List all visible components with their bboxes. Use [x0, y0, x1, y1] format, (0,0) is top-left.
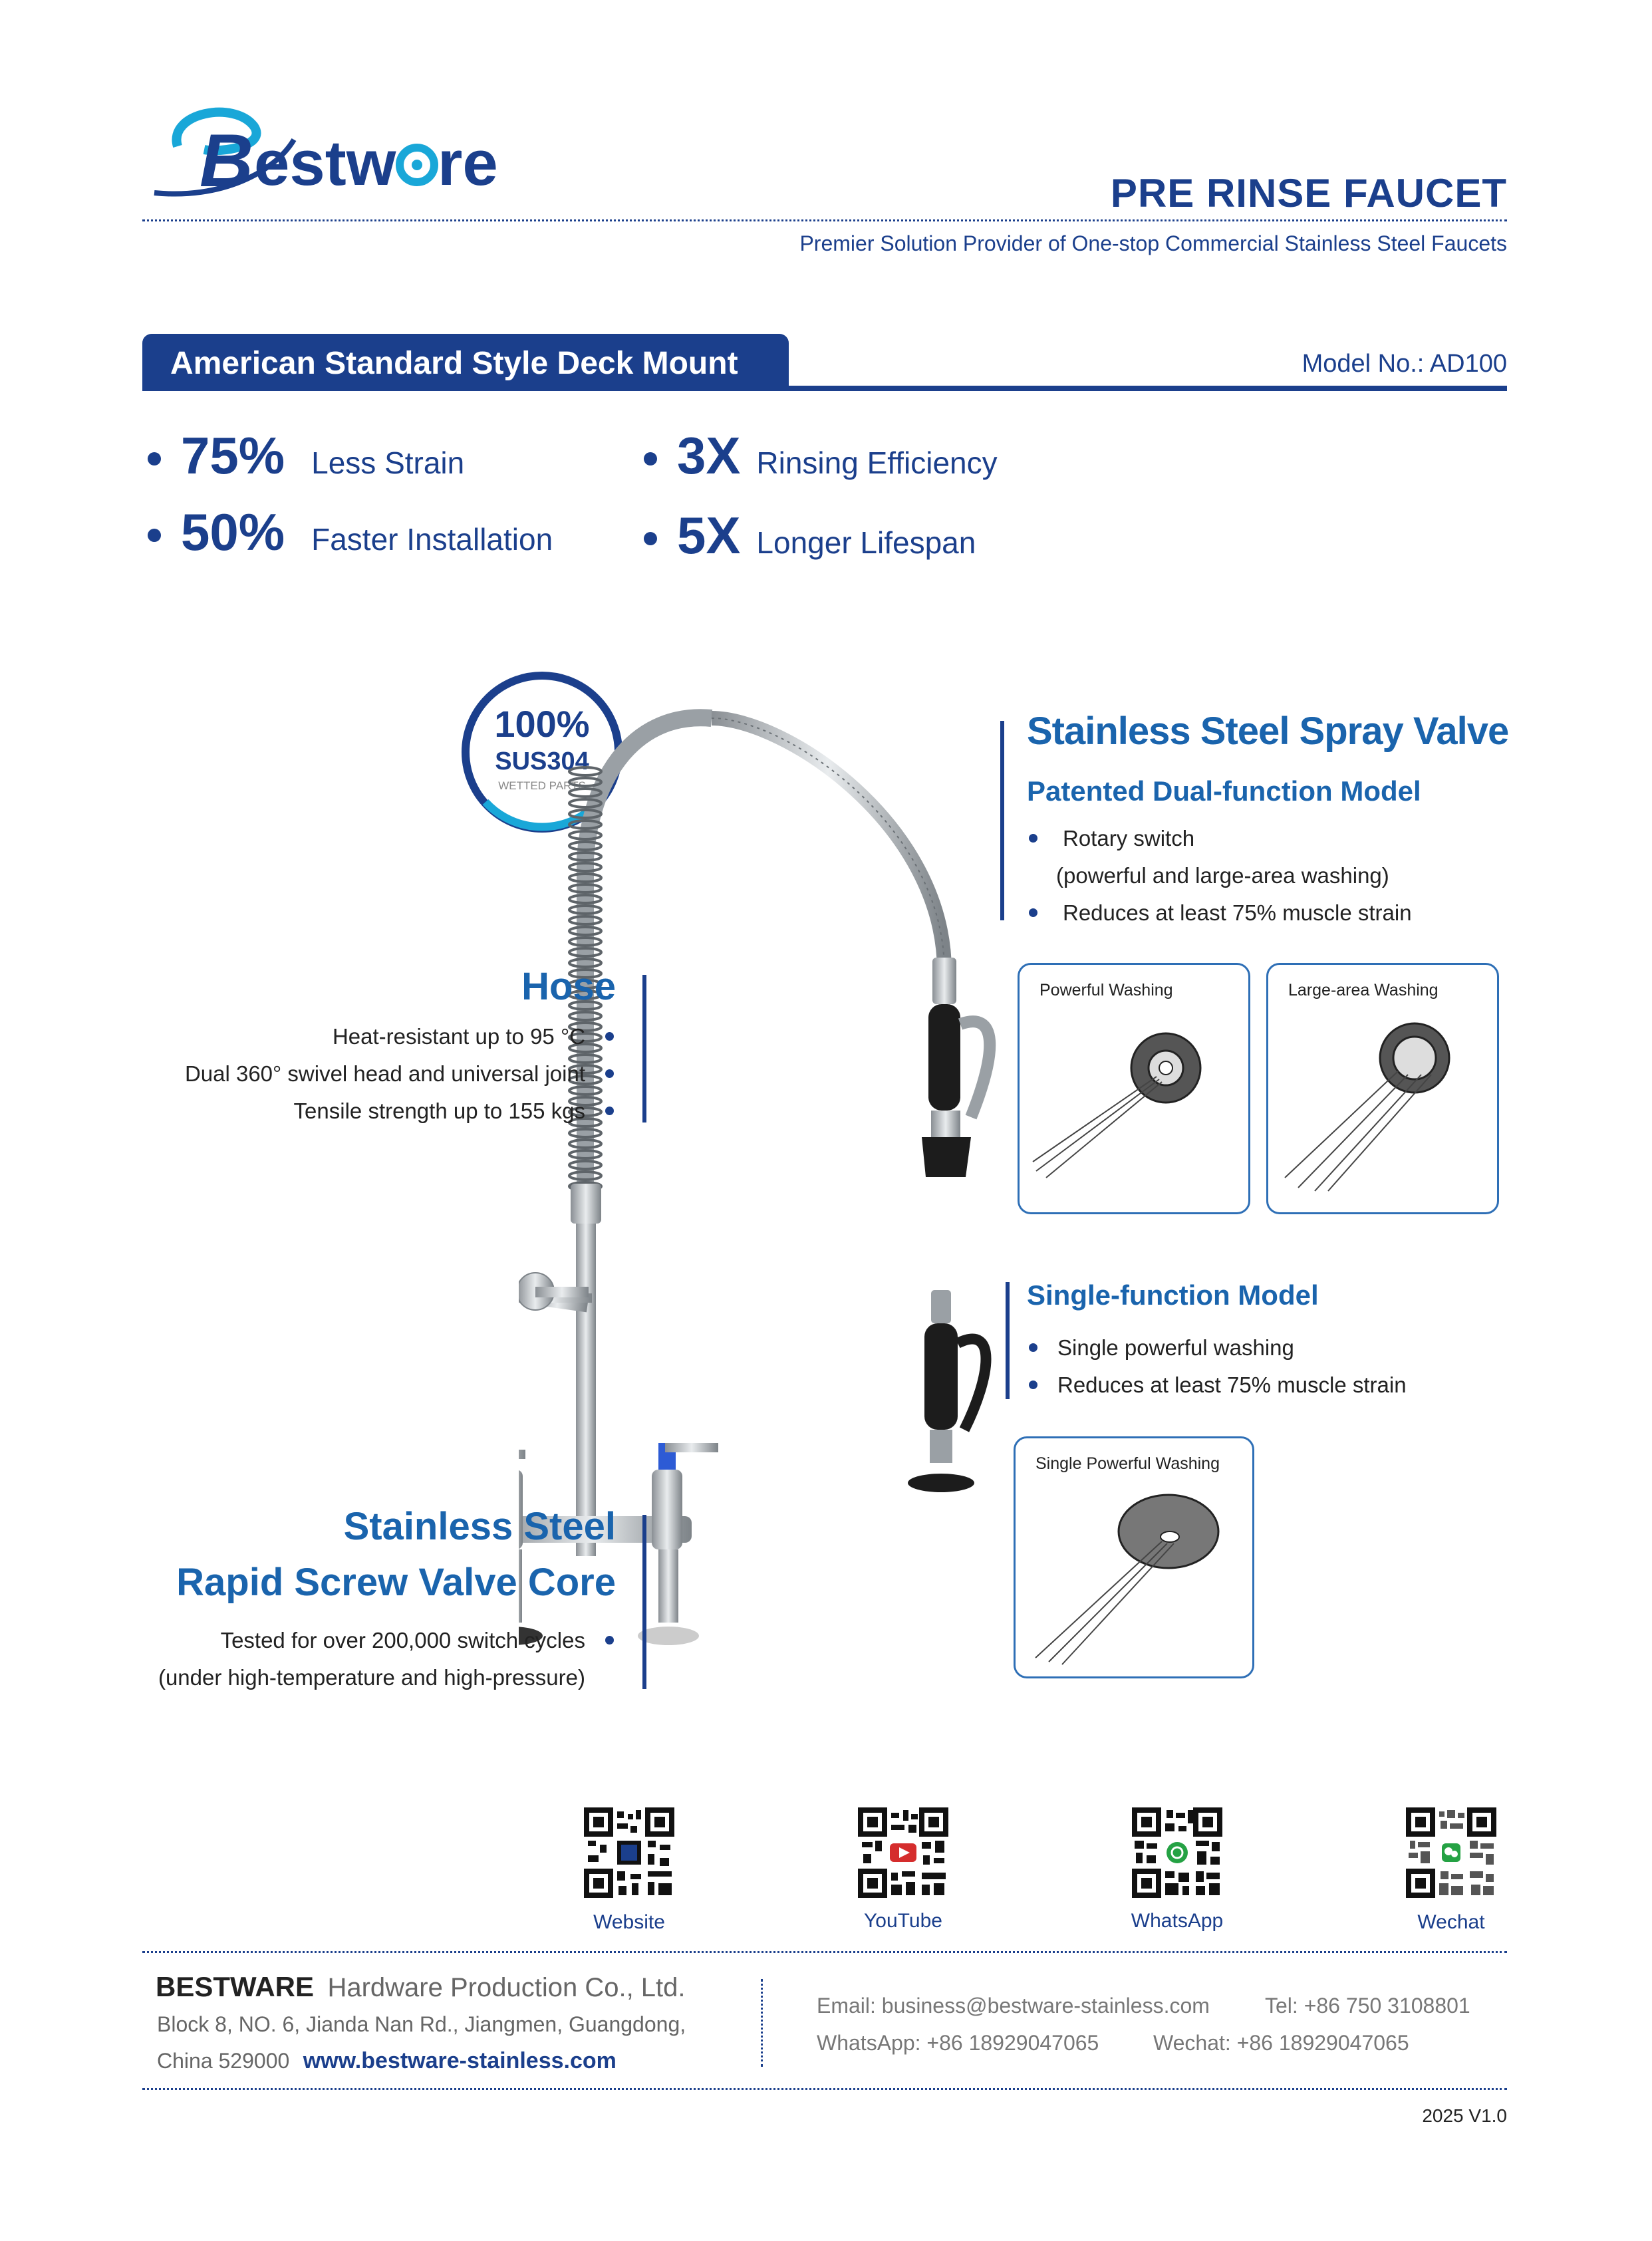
bullet-dot [1029, 908, 1037, 917]
spray-bullet: Reduces at least 75% muscle strain [1063, 900, 1412, 925]
bullet-dot [605, 1636, 614, 1645]
address-city: China 529000 [157, 2049, 290, 2073]
footer-address-line1: Block 8, NO. 6, Jianda Nan Rd., Jiangmen, Guangdong, [157, 2012, 686, 2036]
stat-item [644, 505, 976, 566]
card-label: Powerful Washing [1039, 981, 1173, 999]
bullet-dot [1029, 834, 1037, 843]
header-divider [142, 219, 1507, 221]
card-label: Single Powerful Washing [1035, 1454, 1220, 1473]
qr-whatsapp[interactable] [1132, 1807, 1222, 1898]
qr-code-icon [858, 1807, 948, 1898]
badge-note: WETTED PARTS [498, 779, 586, 792]
brand-logo [141, 100, 500, 206]
single-powerful-washing-card [1014, 1436, 1254, 1678]
single-spray-valve-icon [898, 1283, 998, 1510]
badge-material: SUS304 [495, 747, 589, 775]
bullet-dot [1029, 1343, 1037, 1352]
stat-label: Rinsing Efficiency [756, 446, 998, 480]
footer-email[interactable]: Email: business@bestware-stainless.com [817, 1994, 1210, 2018]
stat-label: Longer Lifespan [756, 525, 976, 560]
valve-bullet: Tested for over 200,000 switch cycles [220, 1628, 585, 1652]
spray-accent-bar [1000, 721, 1004, 920]
valve-accent-bar [642, 1515, 646, 1689]
spring-coil [569, 767, 601, 775]
hose-accent-bar [642, 975, 646, 1122]
qr-label-youtube[interactable]: YouTube [864, 1910, 942, 1932]
bullet-dot [148, 529, 161, 542]
model-number: Model No.: AD100 [1302, 350, 1507, 378]
powerful-spray-icon [1020, 965, 1250, 1214]
single-function-title: Single-function Model [1027, 1279, 1319, 1311]
powerful-washing-card [1018, 963, 1250, 1214]
valve-title-line2: Rapid Screw Valve Core [176, 1561, 616, 1604]
bullet-dot [644, 532, 657, 545]
bullet-dot [605, 1069, 614, 1078]
footer-divider-bottom [142, 2088, 1507, 2090]
logo-swoosh-icon [141, 100, 500, 206]
spray-bullet: Rotary switch [1063, 826, 1195, 851]
bullet-dot [1029, 1381, 1037, 1389]
spray-bullet: (powerful and large-area washing) [1056, 863, 1389, 888]
single-function-valve-illustration [898, 1283, 998, 1510]
banner-underline [142, 386, 1507, 391]
stat-item [644, 426, 998, 486]
qr-code-icon [1132, 1807, 1222, 1898]
footer-company [156, 1971, 686, 2003]
svg-text:re: re [438, 128, 498, 199]
footer-tel: Tel: +86 750 3108801 [1265, 1994, 1470, 2018]
hose-title: Hose [521, 965, 616, 1008]
valve-bullet: (under high-temperature and high-pressure) [158, 1665, 585, 1690]
qr-wechat[interactable] [1406, 1807, 1496, 1898]
large-area-washing-card [1266, 963, 1499, 1214]
bullet-dot [605, 1032, 614, 1041]
page-title: PRE RINSE FAUCET [1110, 171, 1507, 215]
single-accent-bar [1006, 1282, 1010, 1399]
website-link[interactable]: www.bestware-stainless.com [303, 2048, 617, 2073]
large-area-spray-icon [1268, 965, 1499, 1214]
footer-address-line2 [157, 2048, 617, 2074]
hose-bullet: Heat-resistant up to 95 °C [332, 1024, 585, 1049]
stat-value: 75% [181, 426, 285, 485]
spray-valve-subtitle: Patented Dual-function Model [1027, 775, 1421, 807]
tagline: Premier Solution Provider of One-stop Commercial Stainless Steel Faucets [799, 231, 1507, 255]
single-bullet: Single powerful washing [1057, 1335, 1294, 1360]
footer-vertical-divider [761, 1979, 763, 2067]
footer-wechat: Wechat: +86 18929047065 [1153, 2031, 1409, 2055]
qr-youtube[interactable] [858, 1807, 948, 1898]
qr-label-whatsapp[interactable]: WhatsApp [1131, 1910, 1224, 1932]
card-label: Large-area Washing [1288, 981, 1439, 999]
hose-bullet: Dual 360° swivel head and universal joint [184, 1061, 585, 1086]
svg-text:estw: estw [254, 128, 396, 199]
bullet-dot [605, 1107, 614, 1115]
stat-value: 3X [677, 426, 741, 485]
badge-percent: 100% [494, 703, 590, 745]
spray-valve-title: Stainless Steel Spray Valve [1027, 710, 1509, 753]
company-name-rest: Hardware Production Co., Ltd. [327, 1973, 686, 2002]
product-style-banner: American Standard Style Deck Mount [142, 334, 789, 391]
stat-value: 50% [181, 503, 285, 561]
stat-label: Faster Installation [311, 522, 553, 557]
qr-code-icon [584, 1807, 674, 1898]
svg-text:B: B [200, 119, 253, 202]
stat-value: 5X [677, 506, 741, 565]
single-spray-icon [1016, 1438, 1254, 1678]
footer-whatsapp: WhatsApp: +86 18929047065 [817, 2031, 1099, 2055]
company-name-bold: BESTWARE [156, 1971, 315, 2002]
document-version: 2025 V1.0 [1422, 2105, 1507, 2126]
hose-bullet: Tensile strength up to 155 kgs [293, 1099, 585, 1123]
stat-label: Less Strain [311, 446, 465, 480]
qr-website[interactable] [584, 1807, 674, 1898]
stat-item [148, 426, 464, 486]
valve-title-line1: Stainless Steel [343, 1505, 616, 1548]
footer-divider-top [142, 1951, 1507, 1953]
single-bullet: Reduces at least 75% muscle strain [1057, 1373, 1407, 1397]
qr-code-icon [1406, 1807, 1496, 1898]
qr-label-website[interactable]: Website [593, 1911, 665, 1933]
qr-label-wechat[interactable]: Wechat [1417, 1911, 1485, 1933]
stat-item [148, 502, 553, 563]
bullet-dot [148, 452, 161, 465]
bullet-dot [644, 452, 657, 465]
